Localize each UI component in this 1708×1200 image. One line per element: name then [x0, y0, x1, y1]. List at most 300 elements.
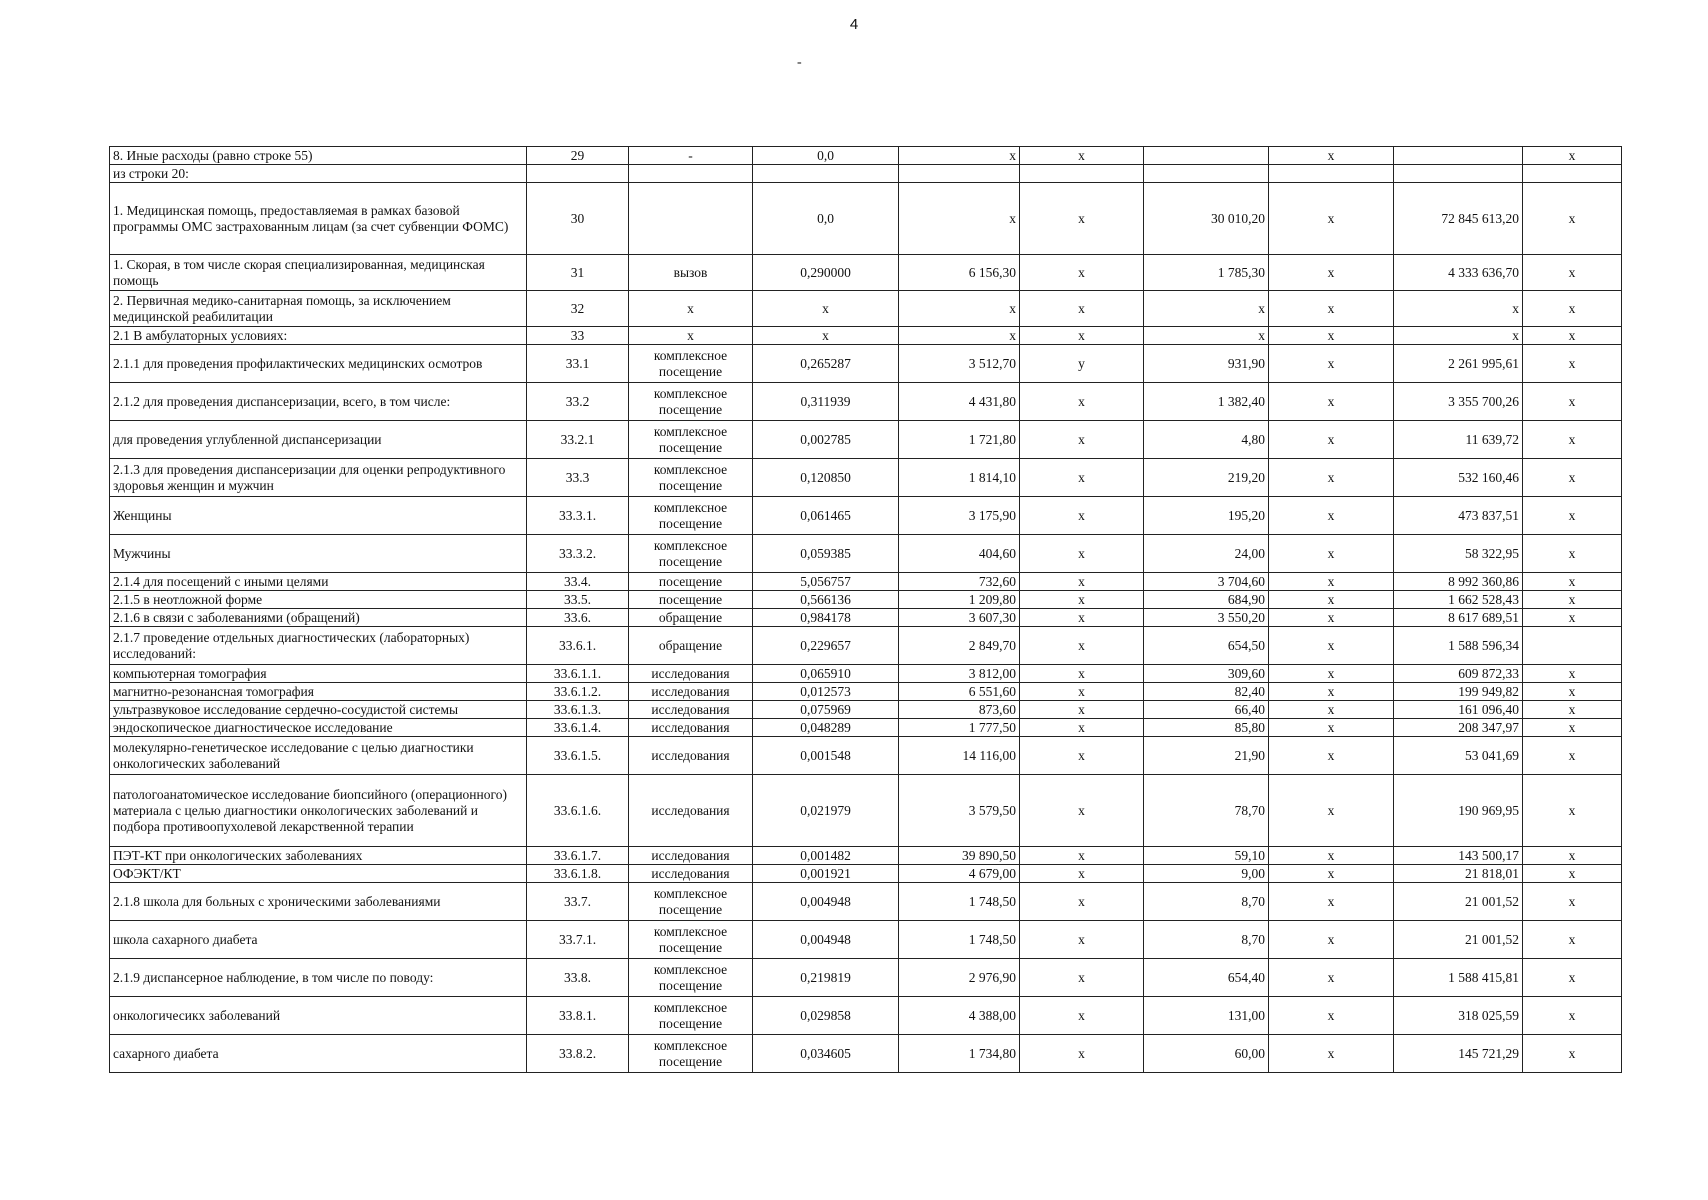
row-volume: 0,001548 — [753, 737, 899, 775]
table-row — [110, 609, 1622, 627]
row-cost: 30 010,20 — [1144, 183, 1269, 255]
row-amount: x — [1394, 291, 1523, 327]
row-norm: 1 734,80 — [899, 1035, 1020, 1073]
table-row — [110, 683, 1622, 701]
row-col10: x — [1523, 959, 1622, 997]
row-col6: x — [1020, 609, 1144, 627]
row-code: 33.1 — [527, 345, 629, 383]
row-cost: 654,40 — [1144, 959, 1269, 997]
row-code: 33.8. — [527, 959, 629, 997]
row-col6: x — [1020, 183, 1144, 255]
row-unit: комплексное посещение — [629, 345, 753, 383]
row-cost: 8,70 — [1144, 883, 1269, 921]
table-row — [110, 701, 1622, 719]
row-col8: x — [1269, 865, 1394, 883]
row-col10: x — [1523, 865, 1622, 883]
row-col8: x — [1269, 701, 1394, 719]
table-row — [110, 1035, 1622, 1073]
row-code: 33.6.1.8. — [527, 865, 629, 883]
row-code: 30 — [527, 183, 629, 255]
row-name: 2.1.1 для проведения профилактических медицинских осмотров — [110, 345, 527, 383]
row-code: 33.8.1. — [527, 997, 629, 1035]
table-row — [110, 421, 1622, 459]
row-name: 2.1.3 для проведения диспансеризации для оценки репродуктивного здоровья женщин и мужчин — [110, 459, 527, 497]
financing-table — [109, 146, 1622, 1073]
row-col10: x — [1523, 609, 1622, 627]
row-cost: 85,80 — [1144, 719, 1269, 737]
row-norm: 4 388,00 — [899, 997, 1020, 1035]
row-cost: 60,00 — [1144, 1035, 1269, 1073]
row-col8: x — [1269, 255, 1394, 291]
row-col10: x — [1523, 997, 1622, 1035]
row-unit: исследования — [629, 847, 753, 865]
table-row — [110, 921, 1622, 959]
row-amount: 21 001,52 — [1394, 921, 1523, 959]
table-row — [110, 497, 1622, 535]
row-unit: исследования — [629, 701, 753, 719]
row-amount: 58 322,95 — [1394, 535, 1523, 573]
row-volume: 0,265287 — [753, 345, 899, 383]
row-name: для проведения углубленной диспансеризации — [110, 421, 527, 459]
row-col8: x — [1269, 327, 1394, 345]
row-volume: 0,029858 — [753, 997, 899, 1035]
row-unit: комплексное посещение — [629, 383, 753, 421]
row-unit: посещение — [629, 573, 753, 591]
row-col8: x — [1269, 421, 1394, 459]
row-col8: x — [1269, 719, 1394, 737]
row-name: 2.1.6 в связи с заболеваниями (обращений) — [110, 609, 527, 627]
row-norm: 1 814,10 — [899, 459, 1020, 497]
row-col10 — [1523, 627, 1622, 665]
row-volume: 0,065910 — [753, 665, 899, 683]
dash-mark: - — [797, 55, 802, 70]
row-col6: x — [1020, 701, 1144, 719]
row-unit: обращение — [629, 609, 753, 627]
row-unit: комплексное посещение — [629, 421, 753, 459]
row-norm: 873,60 — [899, 701, 1020, 719]
row-unit: - — [629, 147, 753, 165]
row-volume: 0,290000 — [753, 255, 899, 291]
table-row — [110, 737, 1622, 775]
row-amount: 1 662 528,43 — [1394, 591, 1523, 609]
row-name: 2.1.2 для проведения диспансеризации, всего, в том числе: — [110, 383, 527, 421]
row-code: 33.5. — [527, 591, 629, 609]
row-cost: x — [1144, 327, 1269, 345]
row-name: эндоскопическое диагностическое исследование — [110, 719, 527, 737]
row-cost: 195,20 — [1144, 497, 1269, 535]
row-col8: x — [1269, 775, 1394, 847]
row-code: 33.6.1.2. — [527, 683, 629, 701]
row-code: 31 — [527, 255, 629, 291]
row-name: 1. Скорая, в том числе скорая специализированная, медицинская помощь — [110, 255, 527, 291]
table-row — [110, 183, 1622, 255]
row-unit: x — [629, 291, 753, 327]
row-col10: x — [1523, 665, 1622, 683]
row-col10: x — [1523, 535, 1622, 573]
row-code: 33.6.1.5. — [527, 737, 629, 775]
row-amount: 318 025,59 — [1394, 997, 1523, 1035]
table-row — [110, 719, 1622, 737]
row-col10: x — [1523, 327, 1622, 345]
row-amount: 609 872,33 — [1394, 665, 1523, 683]
row-norm: 2 976,90 — [899, 959, 1020, 997]
table-row — [110, 775, 1622, 847]
row-amount: 8 992 360,86 — [1394, 573, 1523, 591]
row-norm: 4 431,80 — [899, 383, 1020, 421]
row-col6: x — [1020, 627, 1144, 665]
row-col6: x — [1020, 719, 1144, 737]
row-cost: 78,70 — [1144, 775, 1269, 847]
row-code: 33.2 — [527, 383, 629, 421]
row-volume: 5,056757 — [753, 573, 899, 591]
row-col10: x — [1523, 683, 1622, 701]
row-code — [527, 165, 629, 183]
row-volume: 0,120850 — [753, 459, 899, 497]
row-volume: x — [753, 291, 899, 327]
row-col8: x — [1269, 609, 1394, 627]
row-norm: x — [899, 327, 1020, 345]
row-cost: 309,60 — [1144, 665, 1269, 683]
row-code: 33.6.1.3. — [527, 701, 629, 719]
row-norm: x — [899, 147, 1020, 165]
row-col6: x — [1020, 291, 1144, 327]
row-unit: исследования — [629, 683, 753, 701]
row-col10: x — [1523, 847, 1622, 865]
row-unit: исследования — [629, 719, 753, 737]
table-row — [110, 997, 1622, 1035]
row-code: 32 — [527, 291, 629, 327]
row-code: 33.6.1.4. — [527, 719, 629, 737]
row-col10: x — [1523, 421, 1622, 459]
row-norm: 6 551,60 — [899, 683, 1020, 701]
row-cost: 4,80 — [1144, 421, 1269, 459]
row-unit: исследования — [629, 865, 753, 883]
row-volume: 0,566136 — [753, 591, 899, 609]
row-amount: 532 160,46 — [1394, 459, 1523, 497]
row-col10: x — [1523, 701, 1622, 719]
row-unit — [629, 165, 753, 183]
row-norm: 732,60 — [899, 573, 1020, 591]
table-row — [110, 291, 1622, 327]
row-cost: 931,90 — [1144, 345, 1269, 383]
row-amount: 208 347,97 — [1394, 719, 1523, 737]
row-col6: x — [1020, 535, 1144, 573]
row-norm: 6 156,30 — [899, 255, 1020, 291]
row-col10: x — [1523, 383, 1622, 421]
row-cost: 9,00 — [1144, 865, 1269, 883]
row-col8: x — [1269, 591, 1394, 609]
row-name: ПЭТ-КТ при онкологических заболеваниях — [110, 847, 527, 865]
row-col6: x — [1020, 921, 1144, 959]
row-col6: x — [1020, 497, 1144, 535]
row-col8: x — [1269, 535, 1394, 573]
row-name: молекулярно-генетическое исследование с целью диагностики онкологических заболеваний — [110, 737, 527, 775]
row-col10 — [1523, 165, 1622, 183]
row-col6: x — [1020, 573, 1144, 591]
row-name: 8. Иные расходы (равно строке 55) — [110, 147, 527, 165]
row-col10: x — [1523, 345, 1622, 383]
row-amount: 190 969,95 — [1394, 775, 1523, 847]
table-row — [110, 627, 1622, 665]
row-volume: 0,219819 — [753, 959, 899, 997]
table-row — [110, 883, 1622, 921]
row-norm: 3 812,00 — [899, 665, 1020, 683]
row-code: 33.2.1 — [527, 421, 629, 459]
row-norm: 1 748,50 — [899, 883, 1020, 921]
row-name: 2.1.7 проведение отдельных диагностических (лабораторных) исследований: — [110, 627, 527, 665]
row-col10: x — [1523, 775, 1622, 847]
row-volume: 0,004948 — [753, 883, 899, 921]
row-name: ультразвуковое исследование сердечно-сосудистой системы — [110, 701, 527, 719]
row-col10: x — [1523, 255, 1622, 291]
row-amount: 3 355 700,26 — [1394, 383, 1523, 421]
row-cost: 1 785,30 — [1144, 255, 1269, 291]
table-row — [110, 255, 1622, 291]
row-volume: 0,229657 — [753, 627, 899, 665]
row-unit: x — [629, 327, 753, 345]
row-name: компьютерная томография — [110, 665, 527, 683]
row-col6: x — [1020, 255, 1144, 291]
row-volume: 0,075969 — [753, 701, 899, 719]
row-unit: комплексное посещение — [629, 535, 753, 573]
row-code: 33.6. — [527, 609, 629, 627]
table-row — [110, 959, 1622, 997]
row-col10: x — [1523, 921, 1622, 959]
table-row — [110, 147, 1622, 165]
row-col8: x — [1269, 883, 1394, 921]
row-norm: 14 116,00 — [899, 737, 1020, 775]
row-col6 — [1020, 165, 1144, 183]
row-norm: 2 849,70 — [899, 627, 1020, 665]
table-row — [110, 383, 1622, 421]
row-cost: 66,40 — [1144, 701, 1269, 719]
table-row — [110, 665, 1622, 683]
row-norm: 3 579,50 — [899, 775, 1020, 847]
row-amount: 143 500,17 — [1394, 847, 1523, 865]
row-norm: 39 890,50 — [899, 847, 1020, 865]
row-amount: 161 096,40 — [1394, 701, 1523, 719]
row-volume: 0,0 — [753, 147, 899, 165]
row-unit: вызов — [629, 255, 753, 291]
row-col10: x — [1523, 573, 1622, 591]
row-cost: 24,00 — [1144, 535, 1269, 573]
row-col8: x — [1269, 183, 1394, 255]
row-amount: 21 818,01 — [1394, 865, 1523, 883]
row-norm: 3 175,90 — [899, 497, 1020, 535]
row-cost: 82,40 — [1144, 683, 1269, 701]
row-col10: x — [1523, 1035, 1622, 1073]
row-name: 2.1.5 в неотложной форме — [110, 591, 527, 609]
row-name: 2. Первичная медико-санитарная помощь, за исключением медицинской реабилитации — [110, 291, 527, 327]
row-unit: комплексное посещение — [629, 459, 753, 497]
row-col6: x — [1020, 959, 1144, 997]
row-col8: x — [1269, 345, 1394, 383]
row-cost: 1 382,40 — [1144, 383, 1269, 421]
row-cost: 654,50 — [1144, 627, 1269, 665]
row-norm: x — [899, 291, 1020, 327]
row-col8: x — [1269, 291, 1394, 327]
row-volume: 0,004948 — [753, 921, 899, 959]
row-col8: x — [1269, 147, 1394, 165]
row-col8: x — [1269, 459, 1394, 497]
row-volume: 0,984178 — [753, 609, 899, 627]
row-cost: 131,00 — [1144, 997, 1269, 1035]
row-col6: x — [1020, 591, 1144, 609]
table-row — [110, 865, 1622, 883]
row-col6: x — [1020, 383, 1144, 421]
row-col8: x — [1269, 683, 1394, 701]
row-col6: x — [1020, 997, 1144, 1035]
row-col10: x — [1523, 497, 1622, 535]
row-col6: x — [1020, 665, 1144, 683]
row-col6: x — [1020, 775, 1144, 847]
row-amount: 199 949,82 — [1394, 683, 1523, 701]
row-code: 33.4. — [527, 573, 629, 591]
row-col10: x — [1523, 459, 1622, 497]
row-cost: 21,90 — [1144, 737, 1269, 775]
row-name: 2.1 В амбулаторных условиях: — [110, 327, 527, 345]
row-col6: x — [1020, 459, 1144, 497]
row-volume: 0,012573 — [753, 683, 899, 701]
row-volume: 0,0 — [753, 183, 899, 255]
row-amount — [1394, 165, 1523, 183]
row-norm: 404,60 — [899, 535, 1020, 573]
row-norm: 3 607,30 — [899, 609, 1020, 627]
row-unit: комплексное посещение — [629, 921, 753, 959]
row-cost: 59,10 — [1144, 847, 1269, 865]
row-code: 33.6.1.7. — [527, 847, 629, 865]
table-row — [110, 535, 1622, 573]
row-col6: x — [1020, 883, 1144, 921]
row-code: 29 — [527, 147, 629, 165]
row-col6: x — [1020, 737, 1144, 775]
row-code: 33.3 — [527, 459, 629, 497]
row-volume: 0,311939 — [753, 383, 899, 421]
row-amount: 145 721,29 — [1394, 1035, 1523, 1073]
row-col8: x — [1269, 383, 1394, 421]
row-volume — [753, 165, 899, 183]
row-name: 1. Медицинская помощь, предоставляемая в рамках базовой программы ОМС застрахованным лицам (за счет субвенции ФОМС) — [110, 183, 527, 255]
row-name: школа сахарного диабета — [110, 921, 527, 959]
row-col10: x — [1523, 147, 1622, 165]
row-name: 2.1.9 диспансерное наблюдение, в том числе по поводу: — [110, 959, 527, 997]
row-unit: комплексное посещение — [629, 497, 753, 535]
row-norm: 1 777,50 — [899, 719, 1020, 737]
table-row — [110, 591, 1622, 609]
row-volume: 0,034605 — [753, 1035, 899, 1073]
row-unit: исследования — [629, 775, 753, 847]
row-col10: x — [1523, 291, 1622, 327]
row-volume: 0,059385 — [753, 535, 899, 573]
row-unit: комплексное посещение — [629, 1035, 753, 1073]
table-row — [110, 165, 1622, 183]
row-col10: x — [1523, 883, 1622, 921]
row-col8: x — [1269, 921, 1394, 959]
page-number: 4 — [849, 16, 859, 33]
row-amount: x — [1394, 327, 1523, 345]
row-norm: 4 679,00 — [899, 865, 1020, 883]
row-unit: комплексное посещение — [629, 959, 753, 997]
table-row — [110, 345, 1622, 383]
row-code: 33.6.1. — [527, 627, 629, 665]
row-amount: 2 261 995,61 — [1394, 345, 1523, 383]
row-code: 33.8.2. — [527, 1035, 629, 1073]
row-col8 — [1269, 165, 1394, 183]
row-cost — [1144, 147, 1269, 165]
row-col6: x — [1020, 1035, 1144, 1073]
row-unit: исследования — [629, 665, 753, 683]
row-unit: комплексное посещение — [629, 997, 753, 1035]
row-cost: 684,90 — [1144, 591, 1269, 609]
row-name: патологоанатомическое исследование биопсийного (операционного) материала с целью диагностики онкологических заболеваний и подбора противоопухолевой лекарственной терапии — [110, 775, 527, 847]
row-col8: x — [1269, 627, 1394, 665]
row-norm: 3 512,70 — [899, 345, 1020, 383]
row-unit: комплексное посещение — [629, 883, 753, 921]
row-norm — [899, 165, 1020, 183]
row-volume: 0,061465 — [753, 497, 899, 535]
row-col10: x — [1523, 183, 1622, 255]
row-col8: x — [1269, 497, 1394, 535]
row-col8: x — [1269, 997, 1394, 1035]
row-amount: 8 617 689,51 — [1394, 609, 1523, 627]
row-name: Женщины — [110, 497, 527, 535]
row-amount: 11 639,72 — [1394, 421, 1523, 459]
row-cost: 3 550,20 — [1144, 609, 1269, 627]
row-name: магнитно-резонансная томография — [110, 683, 527, 701]
table-row — [110, 327, 1622, 345]
row-code: 33.3.1. — [527, 497, 629, 535]
row-cost: x — [1144, 291, 1269, 327]
row-volume: 0,001921 — [753, 865, 899, 883]
row-name: 2.1.8 школа для больных с хроническими заболеваниями — [110, 883, 527, 921]
row-col6: x — [1020, 683, 1144, 701]
row-col8: x — [1269, 665, 1394, 683]
row-unit: обращение — [629, 627, 753, 665]
row-unit: посещение — [629, 591, 753, 609]
row-col6: x — [1020, 865, 1144, 883]
row-norm: 1 721,80 — [899, 421, 1020, 459]
row-col8: x — [1269, 1035, 1394, 1073]
row-amount: 473 837,51 — [1394, 497, 1523, 535]
row-code: 33.7. — [527, 883, 629, 921]
row-norm: 1 748,50 — [899, 921, 1020, 959]
row-volume: 0,021979 — [753, 775, 899, 847]
row-name: из строки 20: — [110, 165, 527, 183]
row-amount: 1 588 415,81 — [1394, 959, 1523, 997]
row-code: 33 — [527, 327, 629, 345]
row-code: 33.6.1.6. — [527, 775, 629, 847]
row-amount: 72 845 613,20 — [1394, 183, 1523, 255]
row-code: 33.6.1.1. — [527, 665, 629, 683]
row-col6: у — [1020, 345, 1144, 383]
row-col10: x — [1523, 591, 1622, 609]
row-amount — [1394, 147, 1523, 165]
row-cost: 219,20 — [1144, 459, 1269, 497]
row-col10: x — [1523, 719, 1622, 737]
row-volume: 0,002785 — [753, 421, 899, 459]
row-col8: x — [1269, 573, 1394, 591]
row-col6: x — [1020, 327, 1144, 345]
row-name: онкологичесикх заболеваний — [110, 997, 527, 1035]
row-name: 2.1.4 для посещений с иными целями — [110, 573, 527, 591]
row-col6: x — [1020, 847, 1144, 865]
row-cost: 3 704,60 — [1144, 573, 1269, 591]
row-volume: 0,001482 — [753, 847, 899, 865]
row-col6: x — [1020, 421, 1144, 459]
row-amount: 21 001,52 — [1394, 883, 1523, 921]
row-code: 33.7.1. — [527, 921, 629, 959]
row-amount: 1 588 596,34 — [1394, 627, 1523, 665]
